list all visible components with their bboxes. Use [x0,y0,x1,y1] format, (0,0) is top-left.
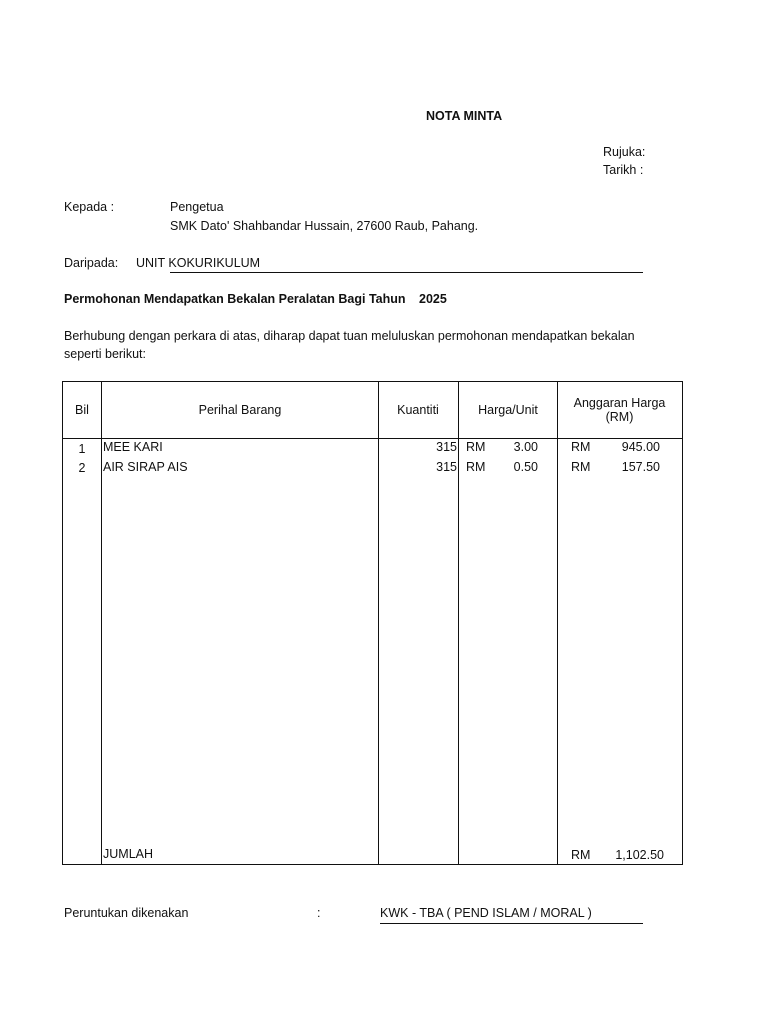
row-total: 945.00 [621,440,660,454]
peruntukan-underline [380,923,643,924]
peruntukan-colon: : [317,906,321,920]
row-perihal: AIR SIRAP AIS [103,460,188,474]
header-kuantiti: Kuantiti [397,403,439,417]
row-kuantiti: 315 [436,440,457,454]
table-header-border [62,438,683,439]
row-perihal: MEE KARI [103,440,163,454]
table-divider-kuantiti [458,381,459,865]
subject-year: 2025 [419,292,447,306]
kepada-recipient: Pengetua [170,200,224,214]
kepada-label: Kepada : [64,200,115,214]
body-line-1: Berhubung dengan perkara di atas, diharap dapat tuan meluluskan permohonan mendapatkan bekalan [64,329,635,343]
body-line-2: seperti berikut: [64,347,146,361]
row-bil: 2 [78,461,86,475]
peruntukan-label: Peruntukan dikenakan [64,906,189,920]
row-unit-currency: RM [466,460,486,474]
header-anggaran: Anggaran Harga [573,396,666,410]
row-unit-price: 3.00 [513,440,538,454]
page-title: NOTA MINTA [426,109,503,123]
rujukan-label: Rujuka: [603,145,646,159]
table-right-border [682,381,683,865]
subject-text: Permohonan Mendapatkan Bekalan Peralatan Bagi Tahun [64,292,406,306]
table-bottom-border [62,864,683,865]
header-perihal: Perihal Barang [198,403,282,417]
daripada-value: UNIT KOKURIKULUM [136,256,261,270]
row-total-currency: RM [571,440,591,454]
row-unit-price: 0.50 [513,460,538,474]
row-bil: 1 [78,442,86,456]
tarikh-label: Tarikh : [603,163,644,177]
kepada-address: SMK Dato' Shahbandar Hussain, 27600 Raub, Pahang. [170,219,479,233]
row-unit-currency: RM [466,440,486,454]
peruntukan-value: KWK - TBA ( PEND ISLAM / MORAL ) [380,906,592,920]
jumlah-value: 1,102.50 [615,848,664,862]
table-top-border [62,381,683,382]
jumlah-label: JUMLAH [103,847,154,861]
row-total: 157.50 [621,460,660,474]
row-kuantiti: 315 [436,460,457,474]
daripada-underline [170,272,643,273]
table-divider-perihal [378,381,379,865]
table-divider-harga [557,381,558,865]
header-anggaran-unit: (RM) [605,410,634,424]
jumlah-currency: RM [571,848,591,862]
header-harga-unit: Harga/Unit [478,403,538,417]
row-total-currency: RM [571,460,591,474]
header-bil: Bil [75,403,89,417]
daripada-label: Daripada: [64,256,119,270]
